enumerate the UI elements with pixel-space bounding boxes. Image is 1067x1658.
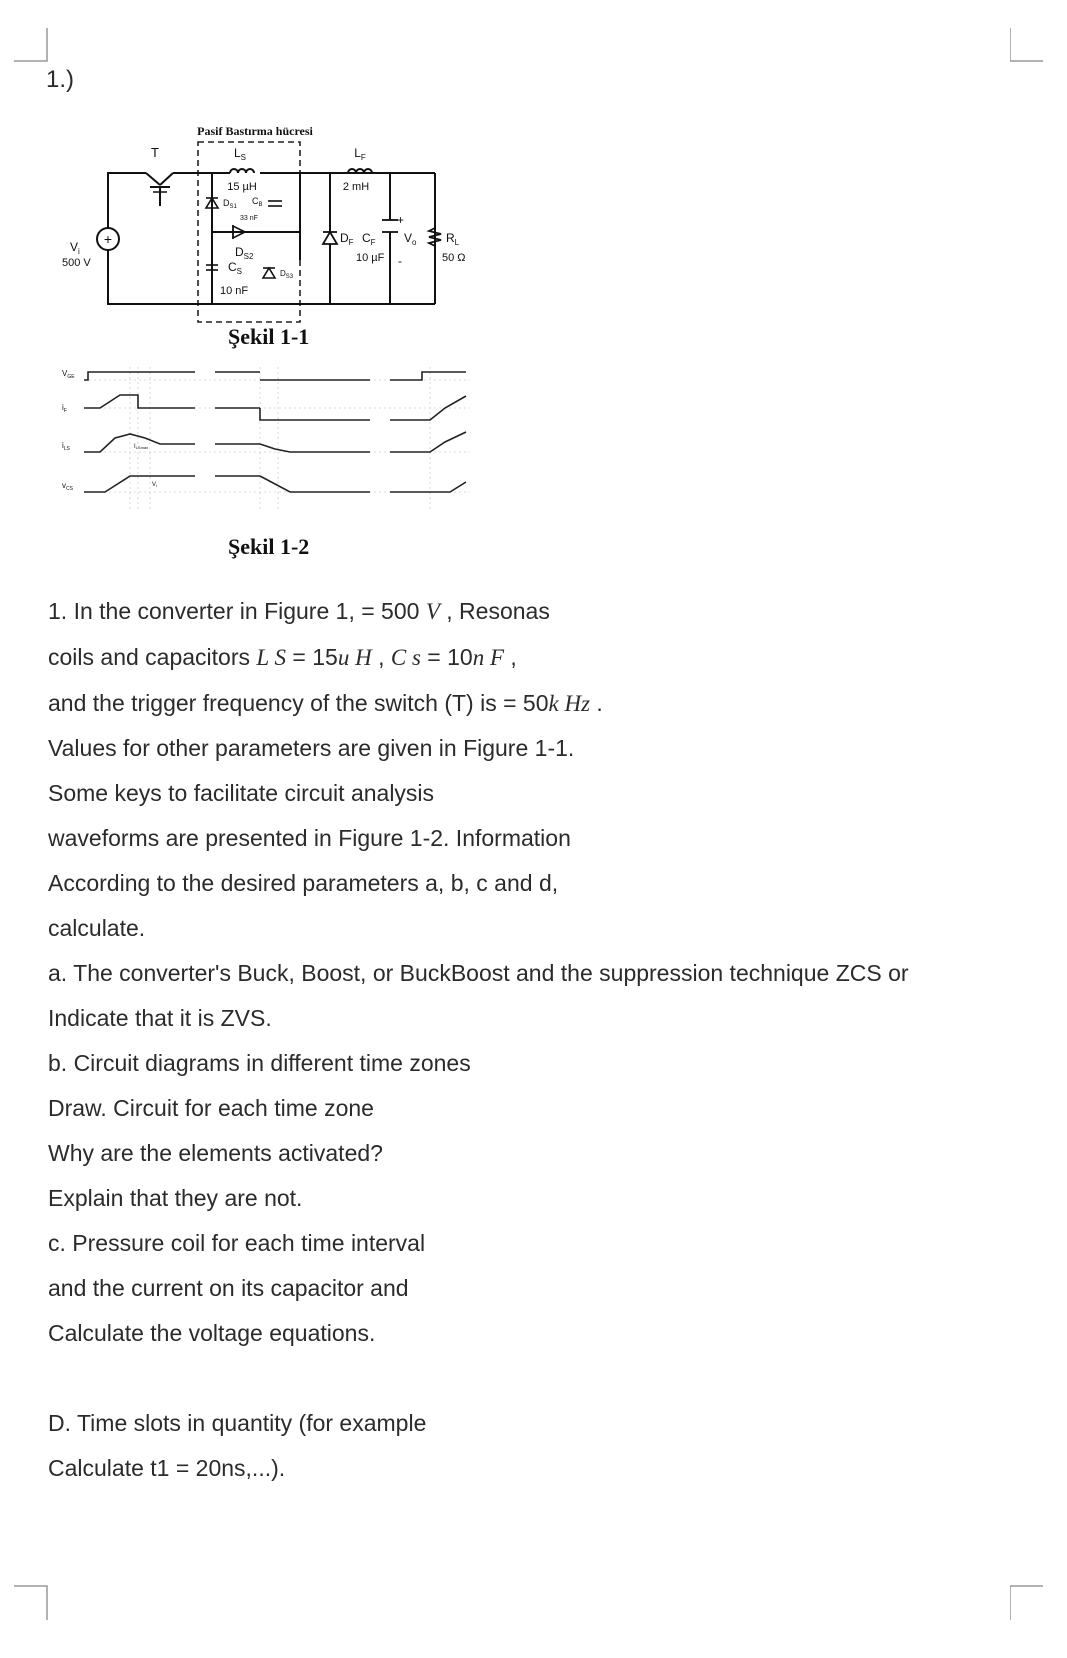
text-line-8: calculate. [48,915,146,941]
text-line-14: Explain that they are not. [48,1185,303,1211]
diode-df [323,231,354,247]
cb-value: 33 nF [240,215,258,222]
snubber-title: Pasif Bastırma hücresi [197,124,313,138]
row-label-ils: $i_{LS}$ [62,441,70,452]
ls-value: 15 µH [227,181,257,193]
question-number: 1.) [46,66,75,93]
switch-igbt [146,145,173,206]
svg-text:+: + [103,231,113,247]
row-label-vge: $V_{GE}$ [62,369,75,380]
cs-value: 10 nF [220,285,249,297]
corner-mark-top-right [1010,28,1050,68]
text-line-12: Draw. Circuit for each time zone [48,1095,374,1121]
waveform-gridlines [84,367,470,512]
corner-mark-top-left [14,28,54,68]
annotation-ilsmax: ILSmax [134,444,149,450]
source-label: $V_i$ [70,240,80,256]
diode-ds3 [263,268,294,280]
lf-label: $L_F$ [354,146,366,162]
diode-ds1 [206,198,238,210]
corner-mark-bottom-right [1010,1584,1050,1624]
cs-label: $C_S$ [228,260,243,276]
circuit-diagram [60,120,500,340]
waveform-diagram [60,362,480,522]
figure2-caption: Şekil 1-2 [228,534,310,559]
diode-ds2 [233,225,254,261]
text-line-9: a. The converter's Buck, Boost, or BuckBoost and the suppression technique ZCS or [48,960,909,986]
text-line-2: coils and capacitors L S = 15u H , C s = 10n F , [48,644,517,670]
cf-label: $C_F$ [362,231,376,247]
text-line-10: Indicate that it is ZVS. [48,1005,272,1031]
rl-label: $R_L$ [446,231,460,247]
text-line-13: Why are the elements activated? [48,1140,383,1166]
row-label-if: $i_F$ [62,403,67,414]
text-line-18: D. Time slots in quantity (for example [48,1410,427,1436]
text-line-11: b. Circuit diagrams in different time zones [48,1050,471,1076]
ls-label: $L_S$ [233,146,247,162]
inductor-ls [212,146,257,193]
text-line-7: According to the desired parameters a, b, c and d, [48,870,559,896]
df-label: $D_F$ [340,231,354,247]
capacitor-cf [356,220,398,264]
output-voltage [397,213,417,268]
text-line-5: Some keys to facilitate circuit analysis [48,780,435,806]
ds2-label: $D_{S2}$ [235,245,254,261]
cf-value: 10 µF [356,252,385,264]
cb-label: $C_B$ [252,196,263,208]
text-line-6: waveforms are presented in Figure 1-2. Information [48,825,571,851]
inductor-lf [343,146,372,193]
text-line-4: Values for other parameters are given in Figure 1-1. [48,735,575,761]
text-line-1: 1. In the converter in Figure 1, = 500 V , Resonas [48,598,550,624]
vo-minus: - [398,254,402,268]
ds3-label: $D_{S3}$ [280,269,294,280]
text-line-15: c. Pressure coil for each time interval [48,1230,426,1256]
source-value: 500 V [62,257,91,269]
ds1-label: $D_{S1}$ [223,198,237,210]
text-line-19: Calculate t1 = 20ns,...). [48,1455,286,1481]
lf-value: 2 mH [342,181,370,193]
waveform-traces [84,372,466,492]
waveform-row-labels [62,369,75,492]
vo-label: $V_o$ [404,231,417,247]
text-line-17: Calculate the voltage equations. [48,1320,376,1346]
rl-value: 50 Ω [442,252,466,264]
text-line-3: and the trigger frequency of the switch (T) is = 50k Hz . [48,690,603,716]
passive-snubber-box [197,124,313,322]
annotation-vi: Vi [152,482,157,488]
text-line-16: and the current on its capacitor and [48,1275,409,1301]
capacitor-cb [240,196,282,222]
row-label-vcs: $v_{CS}$ [62,481,73,492]
switch-label: T [151,145,159,160]
voltage-source [62,228,119,269]
corner-mark-bottom-left [14,1584,54,1624]
figure1-caption: Şekil 1-1 [228,324,310,349]
vo-plus: + [397,213,405,227]
